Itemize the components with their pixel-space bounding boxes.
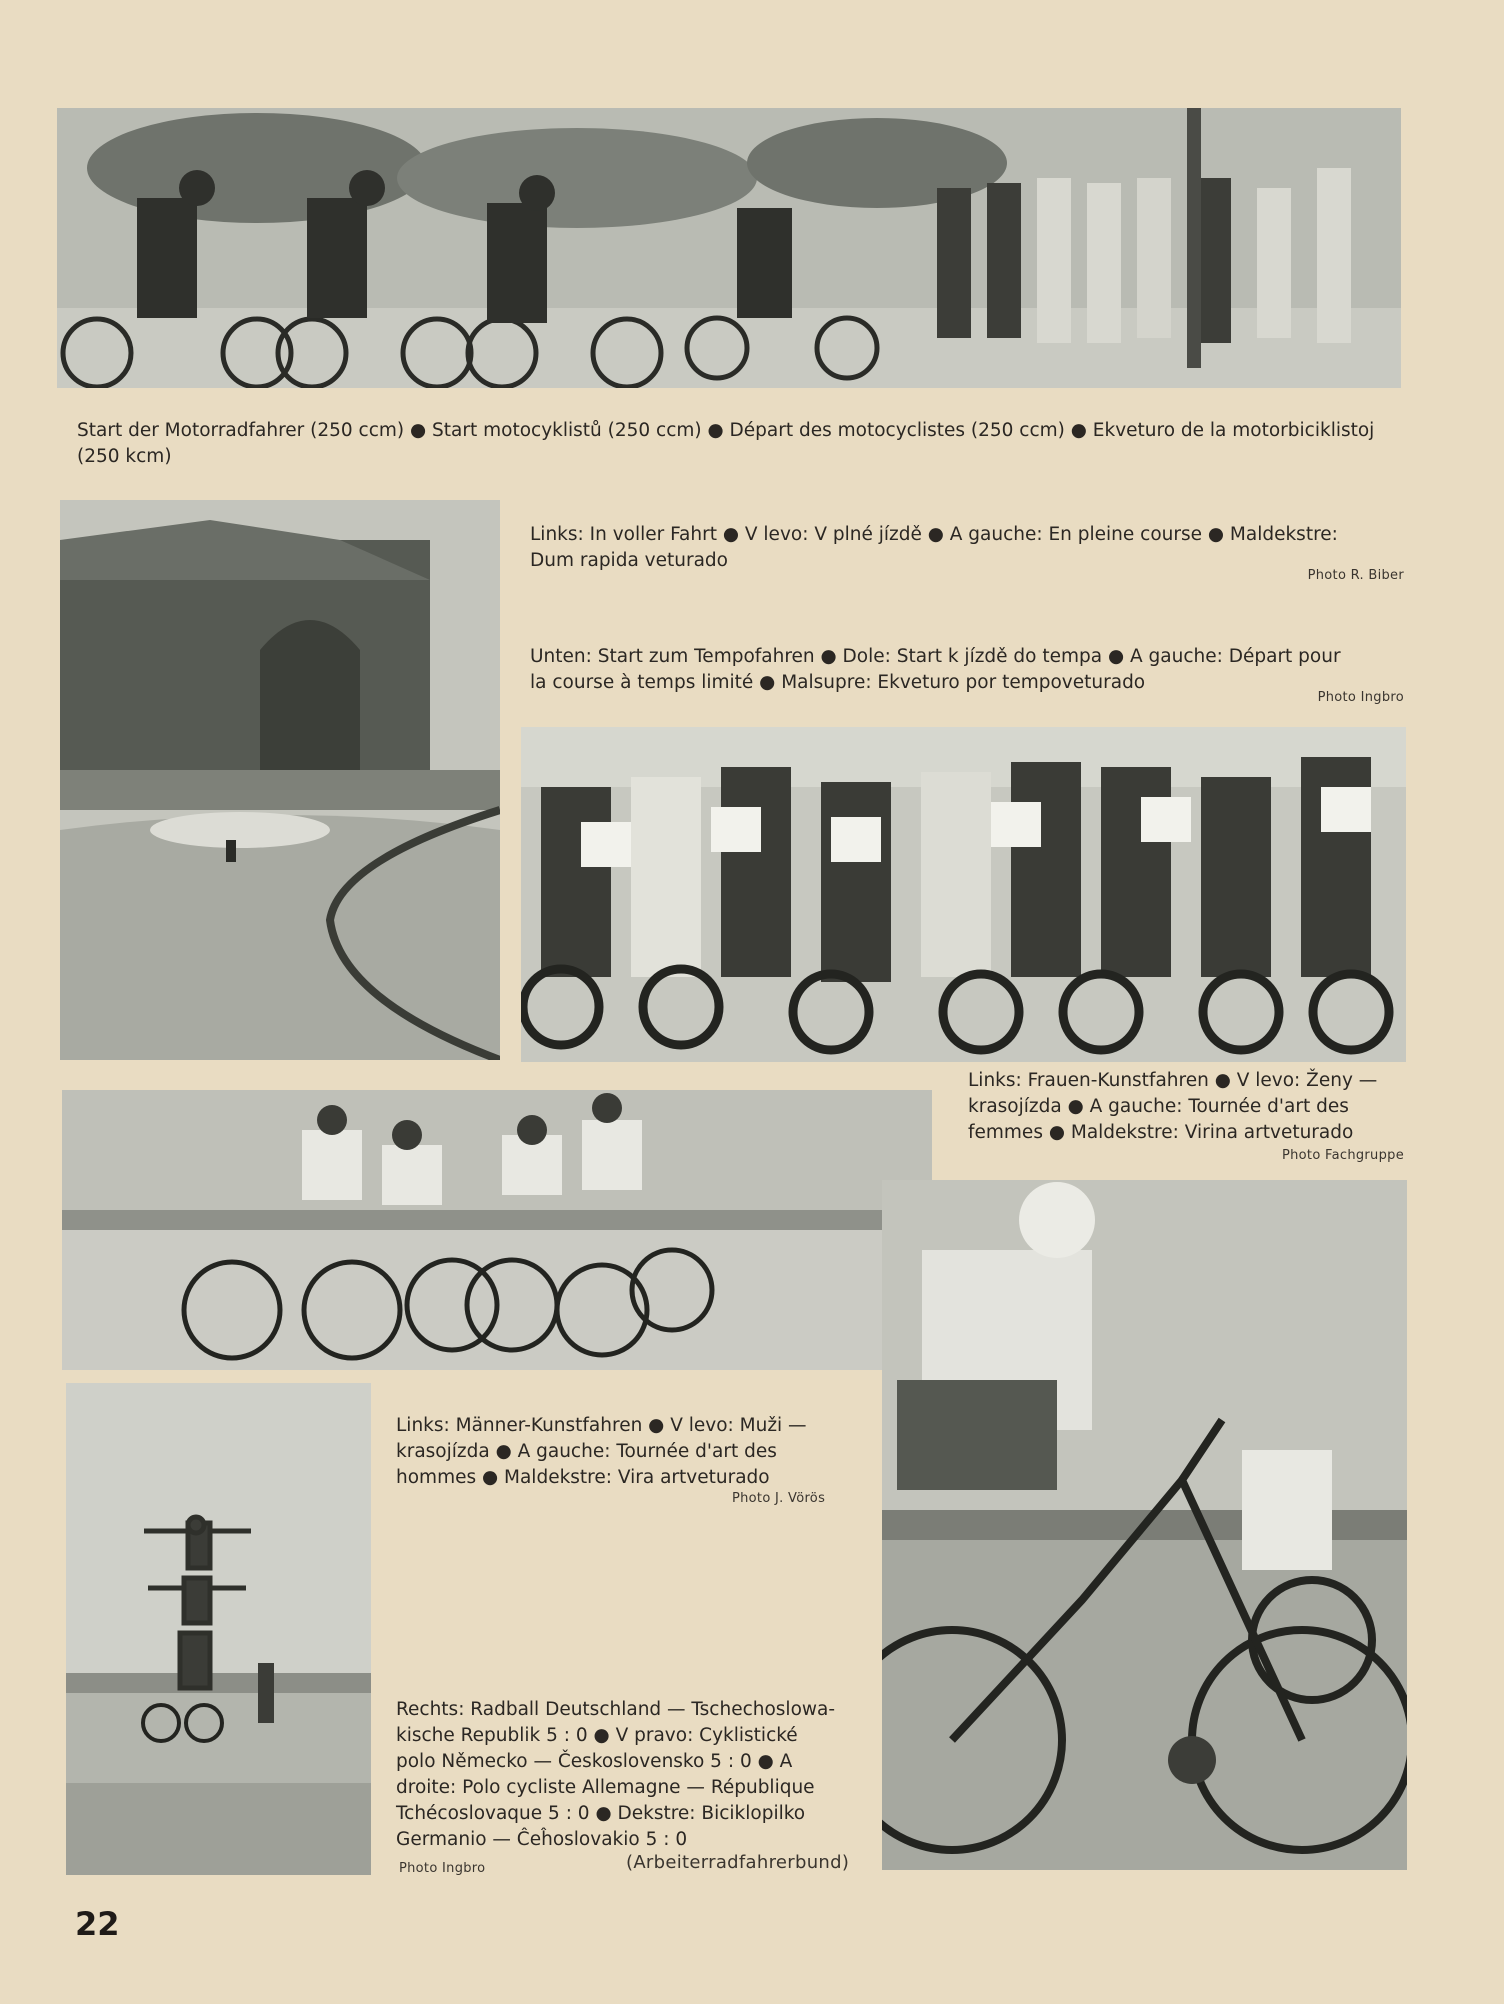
caption-men-trick-riding [396,1413,848,1491]
caption-line: hommes ● Maldekstre: Vira artveturado [396,1467,770,1488]
caption-line: krasojízda ● A gauche: Tournée d'art des [968,1096,1349,1117]
photo-credit: Photo Fachgruppe [1282,1148,1404,1163]
caption-line: Tchécoslovaque 5 : 0 ● Dekstre: Biciklopilko [396,1803,806,1824]
caption-line: Links: In voller Fahrt ● V levo: V plné jízdě ● A gauche: En pleine course ● Maldekstre: [530,524,1338,545]
photo-credit: Photo R. Biber [1307,568,1404,583]
photo-credit: Photo J. Vörös [732,1491,826,1506]
caption-line: (250 kcm) [77,446,172,467]
photo-women-trick-riding [62,1090,932,1370]
photo-motorcyclists-start [57,108,1401,388]
photo-men-trick-riding [66,1383,371,1875]
photo-cycle-ball [882,1180,1407,1870]
caption-line: kische Republik 5 : 0 ● V pravo: Cyklistické [396,1725,798,1746]
caption-line: Germanio — Ĉeĥoslovakio 5 : 0 [396,1829,688,1850]
photo-credit: Photo Ingbro [1317,690,1404,705]
photo-credit: Photo Ingbro [399,1861,486,1876]
photo-source: (Arbeiterradfahrerbund) [626,1852,850,1873]
caption-line: Dum rapida veturado [530,550,728,571]
caption-line: krasojízda ● A gauche: Tournée d'art des [396,1441,777,1462]
caption-full-speed [530,522,1403,574]
caption-tempo-start [530,644,1403,696]
caption-line: droite: Polo cycliste Allemagne — République [396,1777,815,1798]
caption-cycle-ball [396,1697,848,1853]
caption-women-trick-riding [968,1068,1404,1146]
photo-tempo-start [521,727,1406,1062]
caption-line: Unten: Start zum Tempofahren ● Dole: Start k jízdě do tempa ● A gauche: Départ pour [530,646,1341,667]
caption-line: Start der Motorradfahrer (250 ccm) ● Start motocyklistů (250 ccm) ● Départ des motocyclistes (250 ccm) ● Ekveturo de la motorbiciklistoj [77,420,1375,441]
caption-line: la course à temps limité ● Malsupre: Ekveturo por tempoveturado [530,672,1146,693]
caption-line: femmes ● Maldekstre: Virina artveturado [968,1122,1354,1143]
caption-line: Rechts: Radball Deutschland — Tschechoslowa- [396,1699,836,1720]
caption-line: Links: Männer-Kunstfahren ● V levo: Muži — [396,1415,807,1436]
photo-full-speed [60,500,500,1060]
caption-motorcyclists-start [77,418,1402,470]
caption-line: Links: Frauen-Kunstfahren ● V levo: Ženy — [968,1070,1378,1091]
caption-line: polo Německo — Československo 5 : 0 ● A [396,1751,793,1772]
page-number: 22 [75,1905,120,1943]
